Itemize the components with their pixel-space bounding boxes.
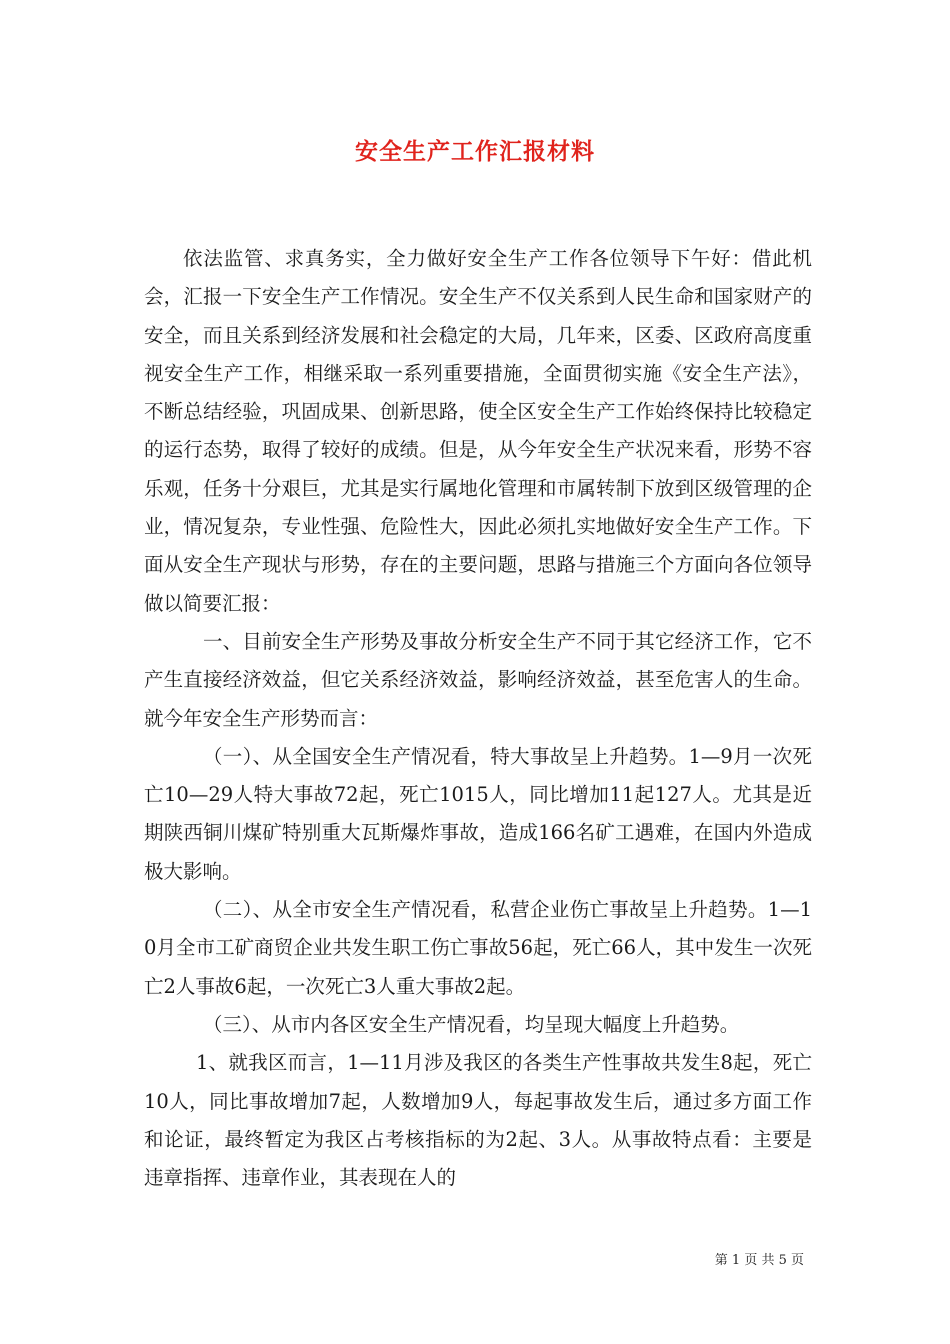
document-title: 安全生产工作汇报材料 — [355, 138, 595, 165]
paragraph-national: （一）、从全国安全生产情况看，特大事故呈上升趋势。1—9月一次死亡10—29人特大事故72起，死亡1015人，同比增加11起127人。尤其是近期陕西铜川煤矿特别重大瓦斯爆炸事故，造成166名矿工遇难，在国内外造成极大影响。 — [144, 744, 812, 883]
paragraph-our-district: 1、就我区而言，1—11月涉及我区的各类生产性事故共发生8起，死亡10人，同比事故增加7起，人数增加9人，每起事故发生后，通过多方面工作和论证，最终暂定为我区占考核指标的为2起、3人。从事故特点看：主要是违章指挥、违章作业，其表现在人的 — [144, 1051, 812, 1190]
document-body — [144, 240, 812, 1197]
paragraph-intro: 依法监管、求真务实，全力做好安全生产工作各位领导下午好：借此机会，汇报一下安全生产工作情况。安全生产不仅关系到人民生命和国家财产的安全，而且关系到经济发展和社会稳定的大局，几年来，区委、区政府高度重视安全生产工作，相继采取一系列重要措施，全面贯彻实施《安全生产法》，不断总结经验，巩固成果、创新思路，使全区安全生产工作始终保持比较稳定的运行态势，取得了较好的成绩。但是，从今年安全生产状况来看，形势不容乐观，任务十分艰巨，尤其是实行属地化管理和市属转制下放到区级管理的企业，情况复杂，专业性强、危险性大，因此必须扎实地做好安全生产工作。下面从安全生产现状与形势，存在的主要问题，思路与措施三个方面向各位领导做以简要汇报： — [144, 247, 812, 615]
paragraph-city: （二）、从全市安全生产情况看，私营企业伤亡事故呈上升趋势。1—10月全市工矿商贸企业共发生职工伤亡事故56起，死亡66人，其中发生一次死亡2人事故6起，一次死亡3人重大事故2起。 — [144, 898, 812, 998]
paragraph-districts: （三）、从市内各区安全生产情况看，均呈现大幅度上升趋势。 — [203, 1012, 740, 1036]
page-number: 第 1 页 共 5 页 — [714, 1253, 804, 1268]
paragraph-section-one: 一、目前安全生产形势及事故分析安全生产不同于其它经济工作，它不产生直接经济效益，但它关系经济效益，影响经济效益，甚至危害人的生命。就今年安全生产形势而言： — [144, 629, 812, 730]
